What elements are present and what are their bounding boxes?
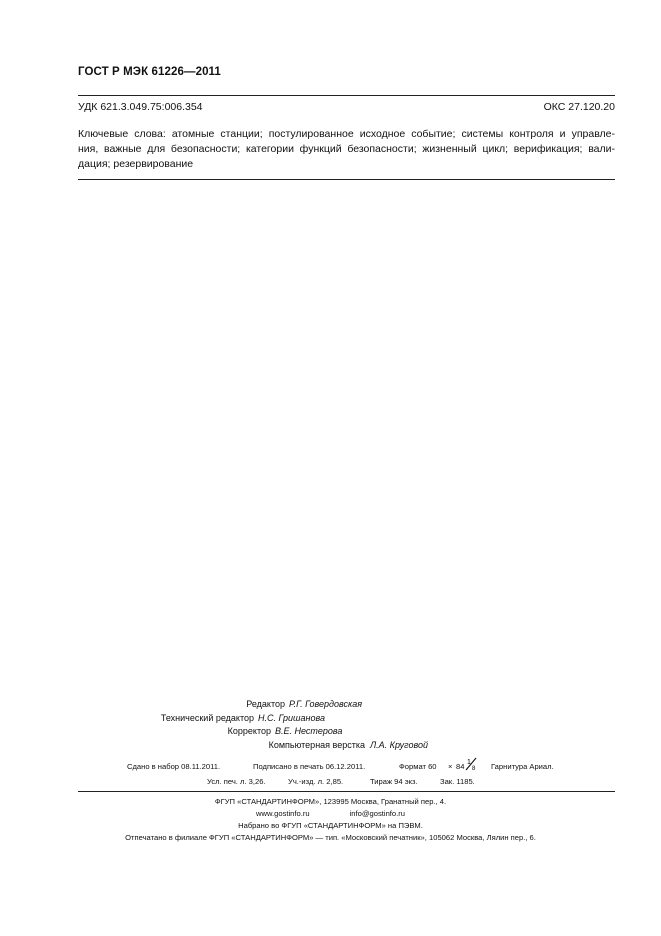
typeface: Гарнитура Ариал. (491, 762, 554, 771)
signed-date: Подписано в печать 06.12.2011. (253, 762, 366, 771)
credit-person: В.Е. Нестерова (275, 726, 343, 736)
udc-code: УДК 621.3.049.75:006.354 (78, 101, 203, 113)
keywords-divider (78, 179, 615, 180)
credit-role: Редактор (246, 699, 285, 709)
credit-role: Технический редактор (160, 712, 254, 723)
publication-info (0, 759, 661, 789)
printer-email: info@gostinfo.ru (349, 809, 406, 818)
credit-tech-editor (0, 712, 661, 726)
standard-code: ГОСТ Р МЭК 61226—2011 (78, 66, 221, 78)
pub-sheets: Уч.-изд. л. 2,85. (288, 777, 344, 786)
imprint-divider (78, 791, 615, 792)
keywords-line-2: ния, важные для безопасности; категории функций безопасности; жизненный цикл; верификация; вали- (78, 143, 615, 155)
circulation: Тираж 94 экз. (370, 777, 418, 786)
printer-address: ФГУП «СТАНДАРТИНФОРМ», 123995 Москва, Гранатный пер., 4. (214, 797, 447, 806)
publication-row-1 (0, 759, 661, 774)
format-fraction-icon (464, 757, 478, 771)
printer-contacts (0, 808, 661, 820)
publication-row-2 (0, 774, 661, 789)
printer-website: www.gostinfo.ru (255, 809, 310, 818)
fraction-denominator: 8 (472, 766, 476, 771)
classification-line (78, 101, 615, 113)
keywords-line-1: Ключевые слова: атомные станции; постулированное исходное событие; системы контроля и управле- (78, 128, 615, 140)
format-label: Формат 60 (399, 762, 437, 771)
credit-layout (0, 739, 661, 753)
credit-person: Л.А. Круговой (370, 739, 429, 750)
print-sheets: Усл. печ. л. 3,26. (207, 777, 266, 786)
keywords-line-3: дация; резервирование (78, 158, 194, 170)
keywords-block (78, 127, 615, 172)
order-number: Зак. 1185. (440, 777, 475, 786)
credit-editor (0, 698, 661, 712)
credit-role: Корректор (227, 726, 271, 736)
fraction-numerator: 1 (467, 759, 471, 766)
credit-role: Компьютерная верстка (268, 739, 365, 750)
credit-person: Н.С. Гришанова (258, 712, 325, 723)
format-times: × (448, 762, 453, 771)
credit-person: Р.Г. Говердовская (289, 699, 363, 709)
printer-info (0, 796, 661, 844)
credit-proofreader (0, 725, 661, 739)
header-divider (78, 95, 615, 96)
format-value: 84 (456, 762, 465, 771)
typeset-date: Сдано в набор 08.11.2011. (127, 762, 221, 771)
typeset-note: Набрано во ФГУП «СТАНДАРТИНФОРМ» на ПЭВМ. (238, 821, 423, 830)
credits-block (0, 698, 661, 752)
oks-code: ОКС 27.120.20 (543, 101, 615, 113)
printed-note: Отпечатано в филиале ФГУП «СТАНДАРТИНФОРМ» — тип. «Московский печатник», 105062 Москва, Лялин пер., 6. (125, 833, 536, 842)
